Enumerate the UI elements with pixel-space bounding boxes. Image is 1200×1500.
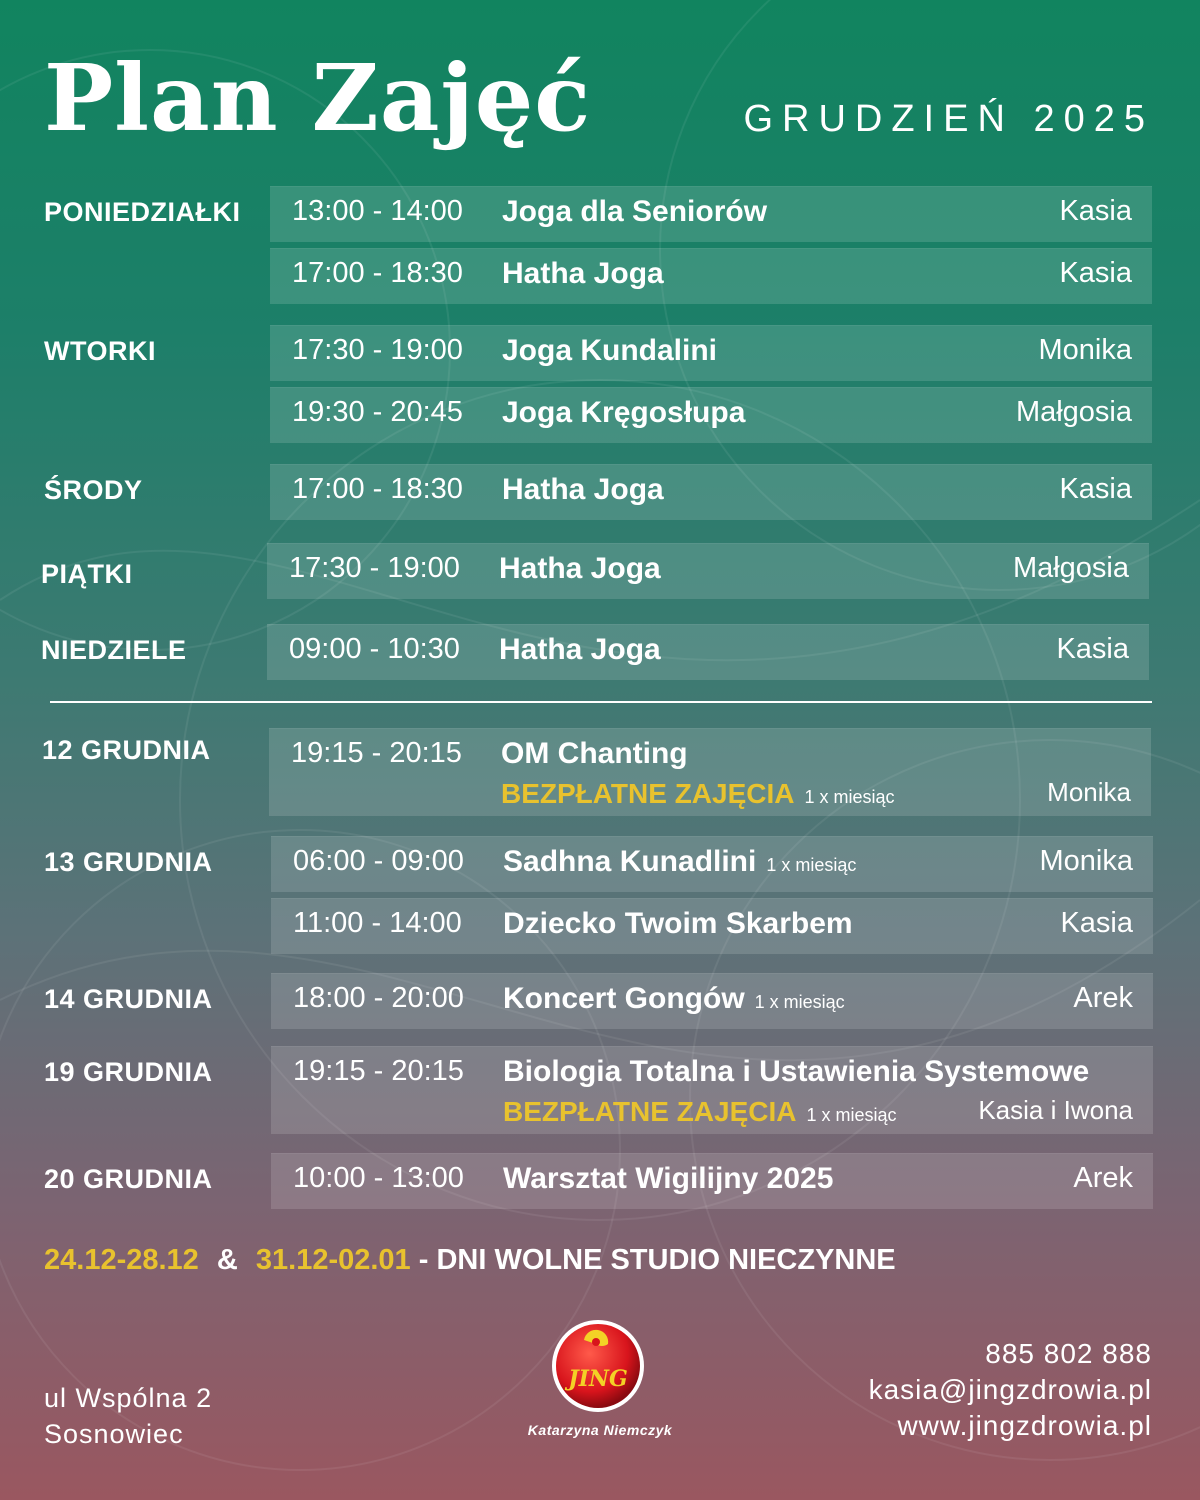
section-divider: [50, 701, 1152, 703]
day-label-tuesday: WTORKI: [44, 336, 156, 366]
class-teacher: Kasia: [1056, 633, 1129, 665]
event-row: [271, 1153, 1153, 1209]
schedule-row: [270, 248, 1152, 304]
logo-caption: Katarzyna Niemczyk: [527, 1422, 673, 1438]
class-teacher: Monika: [1038, 334, 1132, 366]
event-teacher: Kasia i Iwona: [978, 1095, 1133, 1125]
event-name: Koncert Gongów 1 x miesiąc: [503, 982, 845, 1015]
holiday-range-2: 31.12-02.01: [255, 1244, 411, 1276]
class-teacher: Małgosia: [1015, 396, 1132, 428]
address: [44, 1380, 212, 1452]
frequency-note: 1 x miesiąc: [804, 787, 895, 807]
class-teacher: Kasia: [1059, 473, 1132, 505]
free-class-badge: BEZPŁATNE ZAJĘCIA 1 x miesiąc: [501, 778, 895, 809]
class-teacher: Kasia: [1059, 195, 1132, 227]
event-name: Dziecko Twoim Skarbem: [503, 907, 853, 940]
frequency-note: 1 x miesiąc: [766, 855, 857, 875]
day-label-friday: PIĄTKI: [41, 559, 133, 589]
address-city: Sosnowiec: [44, 1419, 184, 1449]
event-teacher: Monika: [1039, 845, 1133, 877]
event-time: 19:15 - 20:15: [293, 1055, 464, 1087]
event-time: 10:00 - 13:00: [293, 1162, 464, 1194]
event-teacher: Kasia: [1060, 907, 1133, 939]
event-date: 14 GRUDNIA: [44, 984, 213, 1014]
class-name: Hatha Joga: [502, 257, 664, 290]
day-label-monday: PONIEDZIAŁKI: [44, 197, 241, 227]
class-name: Joga Kundalini: [502, 334, 718, 367]
event-teacher: Monika: [1047, 777, 1131, 807]
holiday-notice: [44, 1244, 896, 1277]
event-date: 19 GRUDNIA: [44, 1057, 213, 1087]
holiday-amp: &: [216, 1244, 238, 1276]
page-title: Plan Zajęć: [44, 44, 592, 152]
event-name: Warsztat Wigilijny 2025: [503, 1162, 834, 1195]
event-row: [271, 898, 1153, 954]
class-teacher: Kasia: [1059, 257, 1132, 289]
email-link[interactable]: kasia@jingzdrowia.pl: [868, 1374, 1152, 1405]
schedule-row: [267, 543, 1149, 599]
class-name: Hatha Joga: [502, 473, 664, 506]
holiday-text: - DNI WOLNE STUDIO NIECZYNNE: [418, 1244, 896, 1276]
event-row: [271, 836, 1153, 892]
schedule-row: [270, 325, 1152, 381]
month-label: GRUDZIEŃ 2025: [743, 98, 1154, 140]
event-date: 13 GRUDNIA: [44, 847, 213, 877]
event-row: [271, 973, 1153, 1029]
event-time: 19:15 - 20:15: [291, 737, 462, 769]
class-name: Joga dla Seniorów: [502, 195, 768, 228]
day-label-sunday: NIEDZIELE: [41, 635, 187, 665]
event-date: 12 GRUDNIA: [42, 735, 211, 765]
event-name: OM Chanting: [501, 737, 688, 770]
schedule-row: [267, 624, 1149, 680]
event-time: 06:00 - 09:00: [293, 845, 464, 877]
class-time: 17:30 - 19:00: [292, 334, 463, 366]
class-time: 17:00 - 18:30: [292, 257, 463, 289]
address-street: ul Wspólna 2: [44, 1383, 213, 1413]
website-link[interactable]: www.jingzdrowia.pl: [897, 1410, 1152, 1441]
event-name: Sadhna Kunadlini 1 x miesiąc: [503, 845, 857, 878]
schedule-row: [270, 387, 1152, 443]
class-time: 17:30 - 19:00: [289, 552, 460, 584]
event-row: [269, 728, 1151, 816]
class-name: Joga Kręgosłupa: [502, 396, 746, 429]
event-row: [271, 1046, 1153, 1134]
schedule-row: [270, 186, 1152, 242]
class-name: Hatha Joga: [499, 633, 661, 666]
contact-info: [869, 1336, 1152, 1444]
event-date: 20 GRUDNIA: [44, 1164, 213, 1194]
yin-yang-logo-icon: [550, 1318, 646, 1414]
day-label-wednesday: ŚRODY: [44, 475, 143, 505]
schedule-row: [270, 464, 1152, 520]
event-teacher: Arek: [1073, 982, 1133, 1014]
class-time: 09:00 - 10:30: [289, 633, 460, 665]
event-time: 18:00 - 20:00: [293, 982, 464, 1014]
free-class-badge: BEZPŁATNE ZAJĘCIA 1 x miesiąc: [503, 1096, 897, 1127]
class-name: Hatha Joga: [499, 552, 661, 585]
event-time: 11:00 - 14:00: [293, 907, 462, 939]
class-time: 13:00 - 14:00: [292, 195, 463, 227]
event-name: Biologia Totalna i Ustawienia Systemowe: [503, 1055, 1090, 1088]
class-teacher: Małgosia: [1012, 552, 1129, 584]
logo-text: JING: [568, 1366, 628, 1392]
class-time: 17:00 - 18:30: [292, 473, 463, 505]
holiday-range-1: 24.12-28.12: [44, 1244, 199, 1276]
frequency-note: 1 x miesiąc: [754, 992, 845, 1012]
class-time: 19:30 - 20:45: [292, 396, 463, 428]
frequency-note: 1 x miesiąc: [806, 1105, 897, 1125]
phone-number[interactable]: 885 802 888: [985, 1338, 1152, 1369]
event-teacher: Arek: [1073, 1162, 1133, 1194]
